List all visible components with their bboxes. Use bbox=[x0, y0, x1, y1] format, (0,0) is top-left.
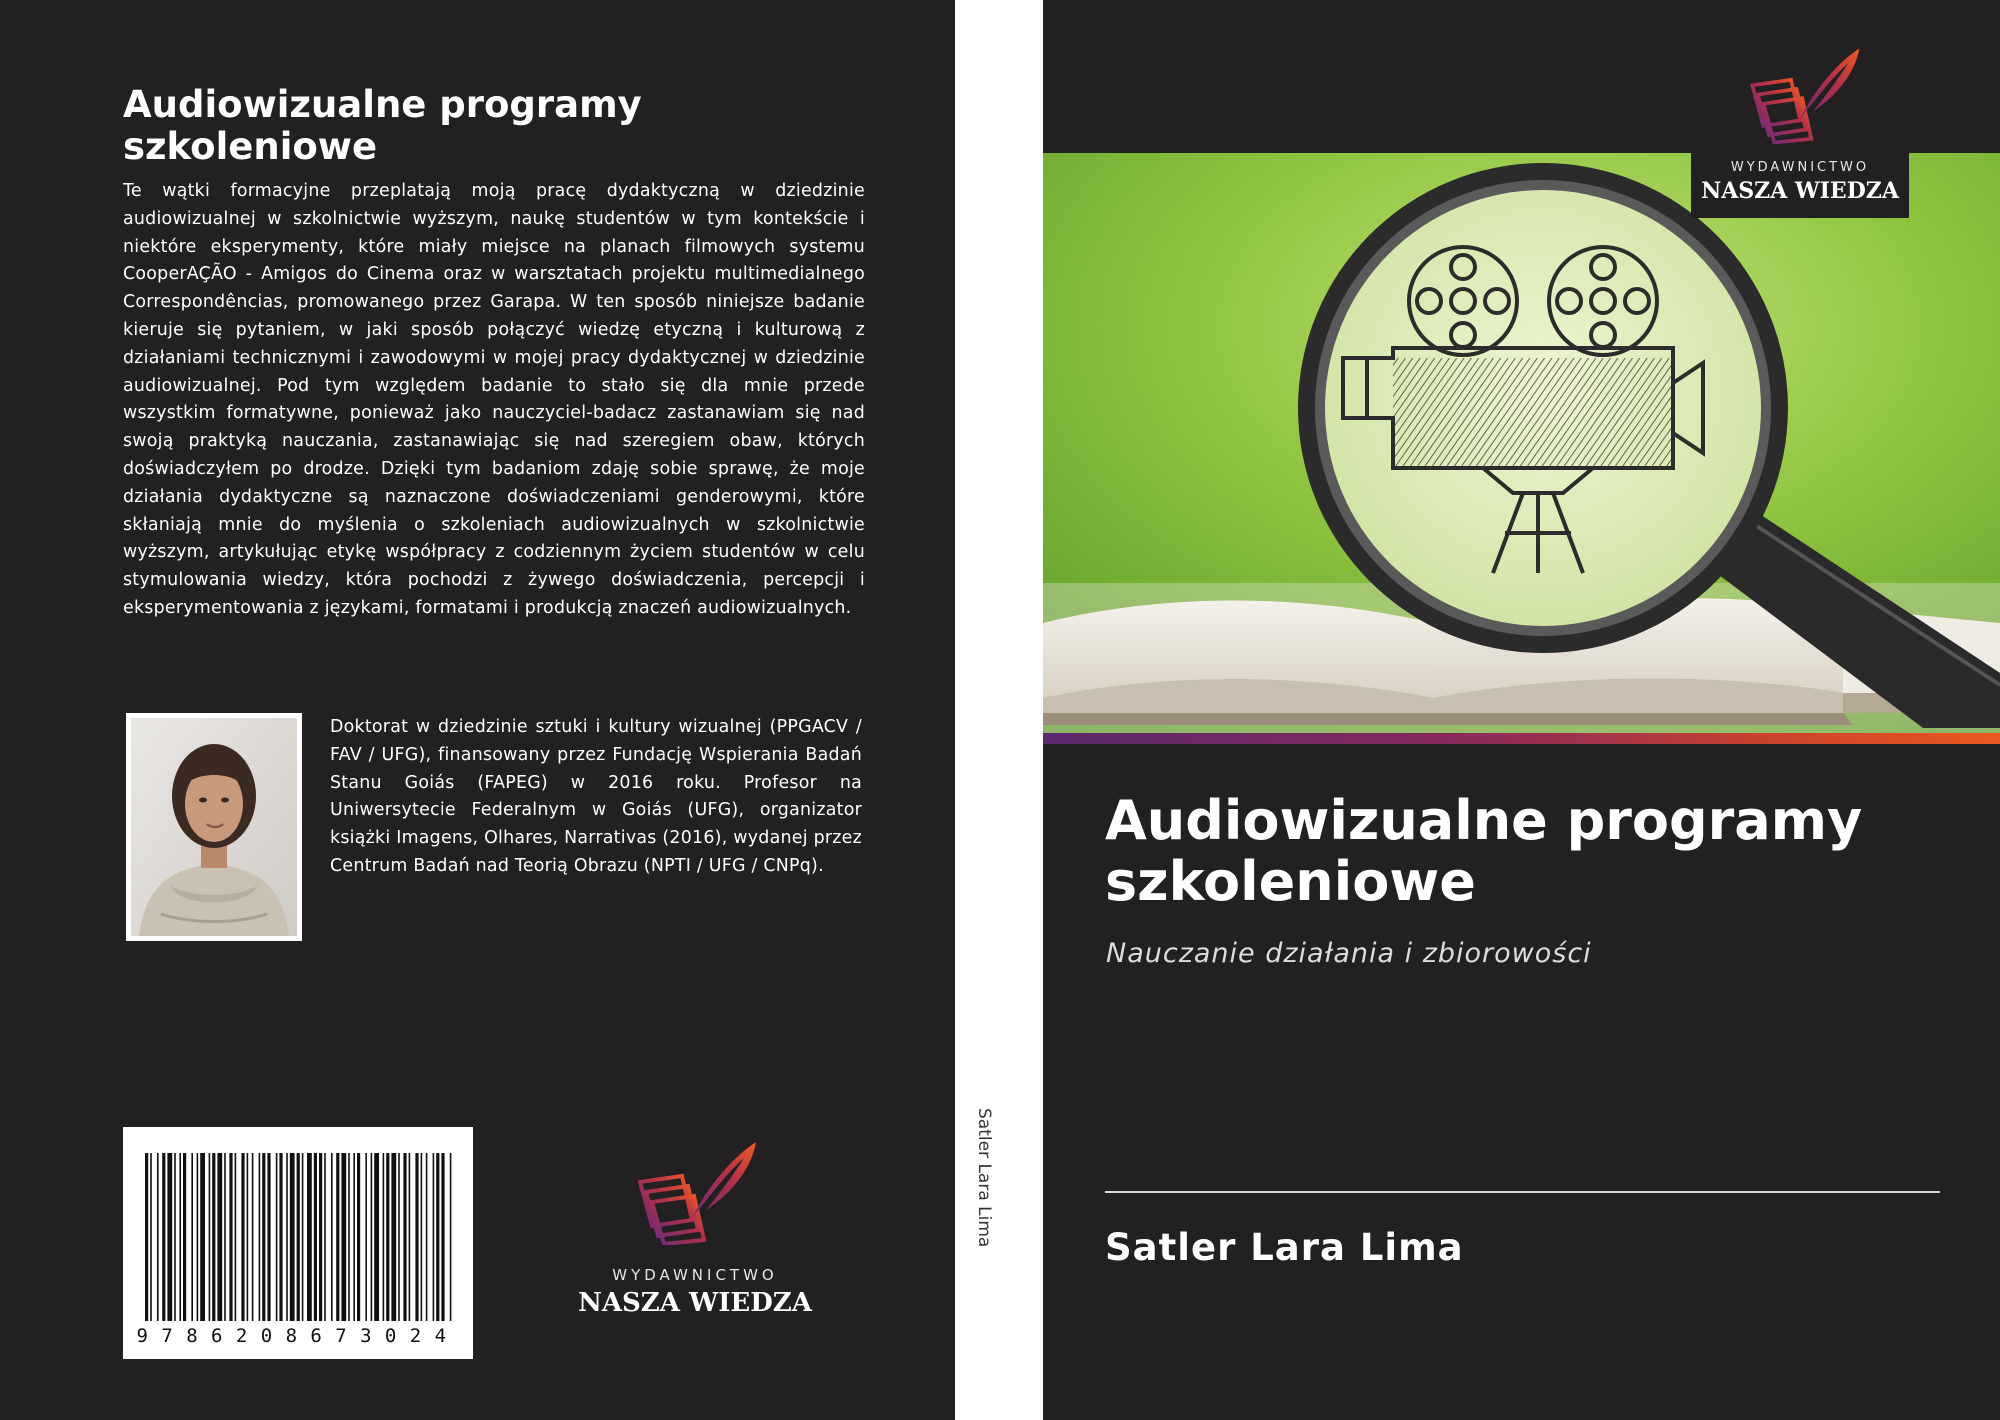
author-portrait-image bbox=[131, 718, 297, 936]
author-bio: Doktorat w dziedzinie sztuki i kultury wizualnej (PPGACV / FAV / UFG), finansowany przez Fundację Wspierania Badań Stanu Goiás (FAPEG) w 2016 roku. Profesor na Uniwersytecie Federalnym w Goiás (UFG), organizator książki Imagens, Olhares, Narrativas (2016), wydanej przez Centrum Badań nad Teorią Obrazu (NPTI / UFG / CNPq). bbox=[330, 717, 862, 876]
back-logo-wydawnictwo: WYDAWNICTWO bbox=[612, 1266, 778, 1284]
isbn-barcode bbox=[123, 1127, 473, 1359]
cover-accent-strip bbox=[1043, 733, 2000, 744]
cover-illustration bbox=[1043, 153, 2000, 733]
publisher-book-quill-logo-icon bbox=[1743, 46, 1863, 144]
front-cover-subtitle: Nauczanie działania i zbiorowości bbox=[1106, 938, 1592, 969]
back-publisher-logo bbox=[575, 1140, 815, 1320]
front-cover bbox=[1043, 0, 2000, 1420]
front-cover-divider bbox=[1105, 1191, 1940, 1193]
back-cover-title: Audiowizualne programy szkoleniowe bbox=[123, 83, 642, 168]
front-publisher-logo bbox=[1691, 46, 1909, 218]
back-logo-nasza-wiedza: NASZA WIEDZA bbox=[578, 1288, 812, 1318]
front-cover-author: Satler Lara Lima bbox=[1105, 1226, 1464, 1269]
author-photo bbox=[126, 713, 302, 941]
spine-author: Satler Lara Lima bbox=[974, 1108, 994, 1248]
back-cover-blurb: Te wątki formacyjne przeplatają moją pracę dydaktyczną w dziedzinie audiowizualnej w szkolnictwie wyższym, naukę studentów w tym kontekście i niektóre eksperymenty, które miały miejsce na planach filmowych systemu CooperAÇÃO - Amigos do Cinema oraz w warsztatach projektu multimedialnego Correspondências, promowanego przez Garapa. W ten sposób niniejsze badanie kieruje się pytaniem, w jaki sposób połączyć wiedzę etyczną i kulturową z działaniami technicznymi i zawodowymi w mojej pracy dydaktycznej w dziedzinie audiowizualnej. Pod tym względem badanie to stało się dla mnie przede wszystkim formatywne, ponieważ jako nauczyciel-badacz zastanawiam się nad swoją praktyką nauczania, zastanawiając się nad szeregiem obaw, których doświadczyłem po drodze. Dzięki tym badaniom zdaję sobie sprawę, że moje działania dydaktyczne są naznaczone doświadczeniami genderowymi, które skłaniają mnie do myślenia o szkoleniach audiowizualnych w szkolnictwie wyższym, artykułując etykę współpracy z codziennym życiem studentów w celu stymulowania wiedzy, która pochodzi z żywego doświadczenia, percepcji i eksperymentowania z językami, formatami i produkcją znaczeń audiowizualnych. bbox=[123, 181, 865, 618]
front-logo-wydawnictwo: WYDAWNICTWO bbox=[1730, 160, 1870, 175]
spine bbox=[955, 0, 1043, 1420]
isbn-digits: 9786208673024 bbox=[136, 1325, 460, 1347]
front-cover-title: Audiowizualne programy szkoleniowe bbox=[1105, 789, 1863, 913]
publisher-book-quill-logo-icon bbox=[630, 1140, 760, 1245]
back-cover bbox=[0, 0, 955, 1420]
magnifying-glass-over-book-image bbox=[1043, 153, 2000, 733]
front-logo-nasza-wiedza: NASZA WIEDZA bbox=[1701, 178, 1899, 204]
